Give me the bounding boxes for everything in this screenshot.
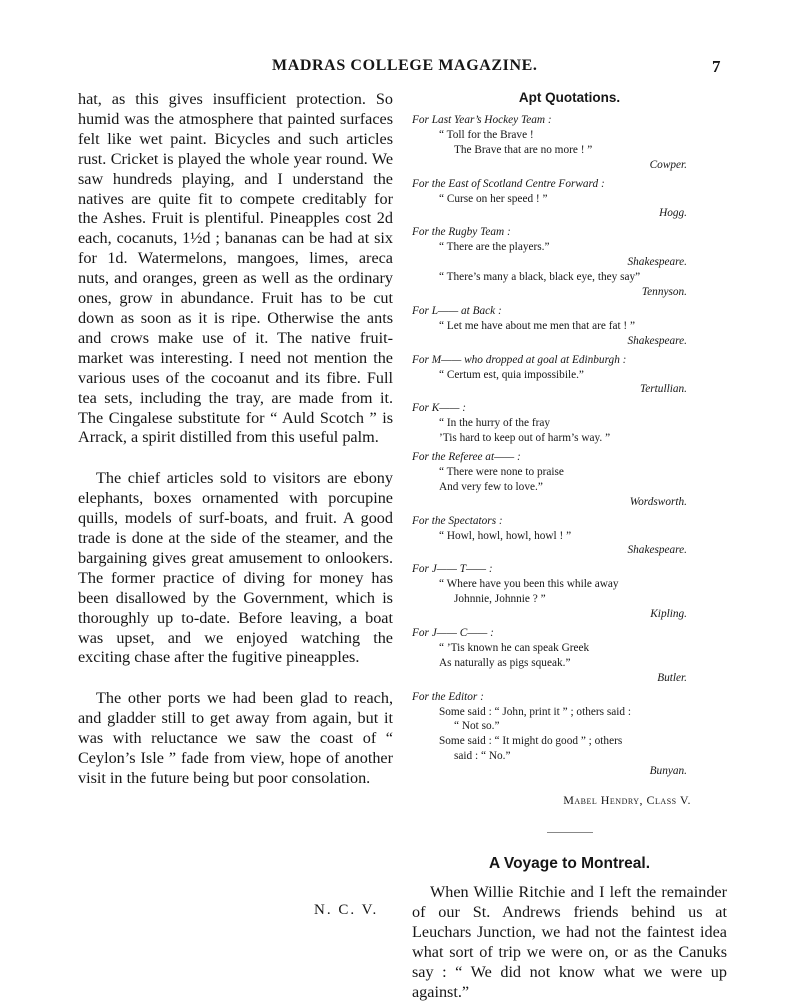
quote-author: Wordsworth. [629, 495, 687, 508]
left-column [78, 90, 393, 789]
quote-line: “ In the hurry of the fray [439, 417, 551, 430]
quote-block [412, 353, 727, 398]
quote-line: “ Curse on her speed ! ” [439, 192, 548, 205]
paragraph-articles-sold: The chief articles sold to visitors are ebony elephants, boxes ornamented with porcupine quills, models of surf-boats, and fruit. A good trade is done at the side of the steamer, and the bargaining gives great amusement to onlookers. The former practice of diving for money has been disallowed by the Government, which is thoroughly up to-date. Before leaving, a boat was upset, and we enjoyed watching the exciting chase after the fugitive pineapples. [78, 469, 393, 667]
quote-dedication: For Last Year’s Hockey Team : [412, 114, 552, 126]
author-initials: N. C. V. [314, 902, 379, 918]
quote-block [412, 626, 727, 686]
running-title: MADRAS COLLEGE MAGAZINE. [272, 57, 538, 74]
quote-line: “ Howl, howl, howl, howl ! ” [439, 529, 572, 542]
quote-line: ’Tis hard to keep out of harm’s way. ” [439, 432, 611, 445]
quote-dedication: For M—— who dropped at goal at Edinburgh : [412, 353, 627, 366]
quote-author: Tertullian. [640, 383, 687, 396]
paragraph-ceylon-fruit: hat, as this gives insufficient protection. So humid was the atmosphere that painted surfaces felt like wet paint. Bicycles and such articles rust. Cricket is played the whole year round. We saw hundreds playing, and I understand the natives are quite fit to compete creditably for the Ashes. Fruit is plentiful. Pineapples cost 2d each, cocanuts, 1½d ; bananas can be had at six for 1d. Watermelons, mangoes, limes, areca nuts, and oranges, green as well as the ordinary ones, grow in abundance. Fruit has to be cut down as soon as it is ripe. Otherwise the ants and crows make use of it. The native fruit-market was interesting. I need not mention the various uses of the cocoanut and its fibre. Full tea sets, including the tray, are made from it. The Cingalese substitute for “ Auld Scotch ” is Arrack, a spirit distilled from this useful palm. [78, 90, 393, 447]
quote-block [412, 270, 727, 300]
quote-dedication: For the East of Scotland Centre Forward : [412, 177, 605, 190]
quote-block [412, 514, 727, 559]
paragraph-voyage-intro: When Willie Ritchie and I left the remainder of our St. Andrews friends behind us at Leuchars Junction, we had not the faintest idea what sort of trip we were on, or as the Canuks say : “ We did not know what we were up against.” [412, 883, 727, 1001]
section-divider [547, 832, 593, 833]
page-number: 7 [712, 57, 721, 76]
quote-line: And very few to love.” [439, 480, 543, 493]
quote-dedication: For the Editor : [412, 690, 484, 703]
quote-line: “ Toll for the Brave ! [439, 128, 534, 141]
quote-line: As naturally as pigs squeak.” [439, 656, 571, 669]
quotations-list [412, 113, 727, 779]
quote-block [412, 401, 727, 446]
quote-dedication: For K—— : [412, 402, 466, 415]
quote-dedication: For J—— T—— : [412, 563, 493, 576]
quote-dedication: For the Referee at—— : [412, 451, 521, 464]
quote-dedication: For the Spectators : [412, 514, 503, 527]
quote-line: said : “ No.” [454, 750, 511, 763]
quote-line: “ There were none to praise [439, 465, 564, 478]
quote-author: Bunyan. [649, 765, 687, 778]
quote-author: Hogg. [659, 207, 687, 220]
quote-author: Butler. [657, 671, 687, 684]
quote-dedication: For J—— C—— : [412, 627, 494, 639]
page-header [0, 57, 800, 81]
quote-author: Tennyson. [641, 285, 687, 298]
quote-block [412, 177, 727, 222]
contributor-signature: Mabel Hendry, Class V. [563, 793, 691, 808]
quote-line: Some said : “ It might do good ” ; others [439, 735, 623, 748]
quote-block [412, 113, 727, 173]
quote-author: Shakespeare. [627, 544, 687, 557]
quote-author: Shakespeare. [627, 334, 687, 347]
quote-author: Kipling. [650, 608, 687, 621]
quote-block [412, 225, 727, 270]
quote-block [412, 690, 727, 779]
quote-line: “ ’Tis known he can speak Greek [439, 641, 590, 654]
paragraph-leaving-ceylon: The other ports we had been glad to reach, and gladder still to get away from again, but it was with reluctance we saw the coast of “ Ceylon’s Isle ” fade from view, hope of another visit in the future being but poor consolation. [78, 689, 393, 787]
quote-line: “ There are the players.” [439, 241, 550, 254]
quote-line: “ There’s many a black, black eye, they say” [439, 271, 641, 284]
quote-line: The Brave that are no more ! ” [454, 143, 593, 156]
quote-author: Cowper. [649, 158, 687, 171]
quote-line: Some said : “ John, print it ” ; others said : [439, 705, 632, 718]
quote-line: “ Let me have about me men that are fat ! ” [439, 319, 636, 332]
quote-line: “ Where have you been this while away [439, 578, 619, 591]
quote-author: Shakespeare. [627, 256, 687, 269]
quote-line: Johnnie, Johnnie ? ” [454, 593, 546, 606]
quote-block [412, 304, 727, 349]
quote-line: “ Certum est, quia impossibile.” [439, 368, 584, 381]
quote-line: “ Not so.” [454, 720, 500, 733]
quote-block [412, 562, 727, 622]
quote-dedication: For the Rugby Team : [412, 226, 511, 239]
right-column [412, 90, 727, 1003]
section-title-apt-quotations: Apt Quotations. [518, 90, 621, 105]
quote-dedication: For L—— at Back : [412, 304, 502, 317]
article-title-voyage: A Voyage to Montreal. [488, 855, 651, 873]
quote-block [412, 450, 727, 510]
